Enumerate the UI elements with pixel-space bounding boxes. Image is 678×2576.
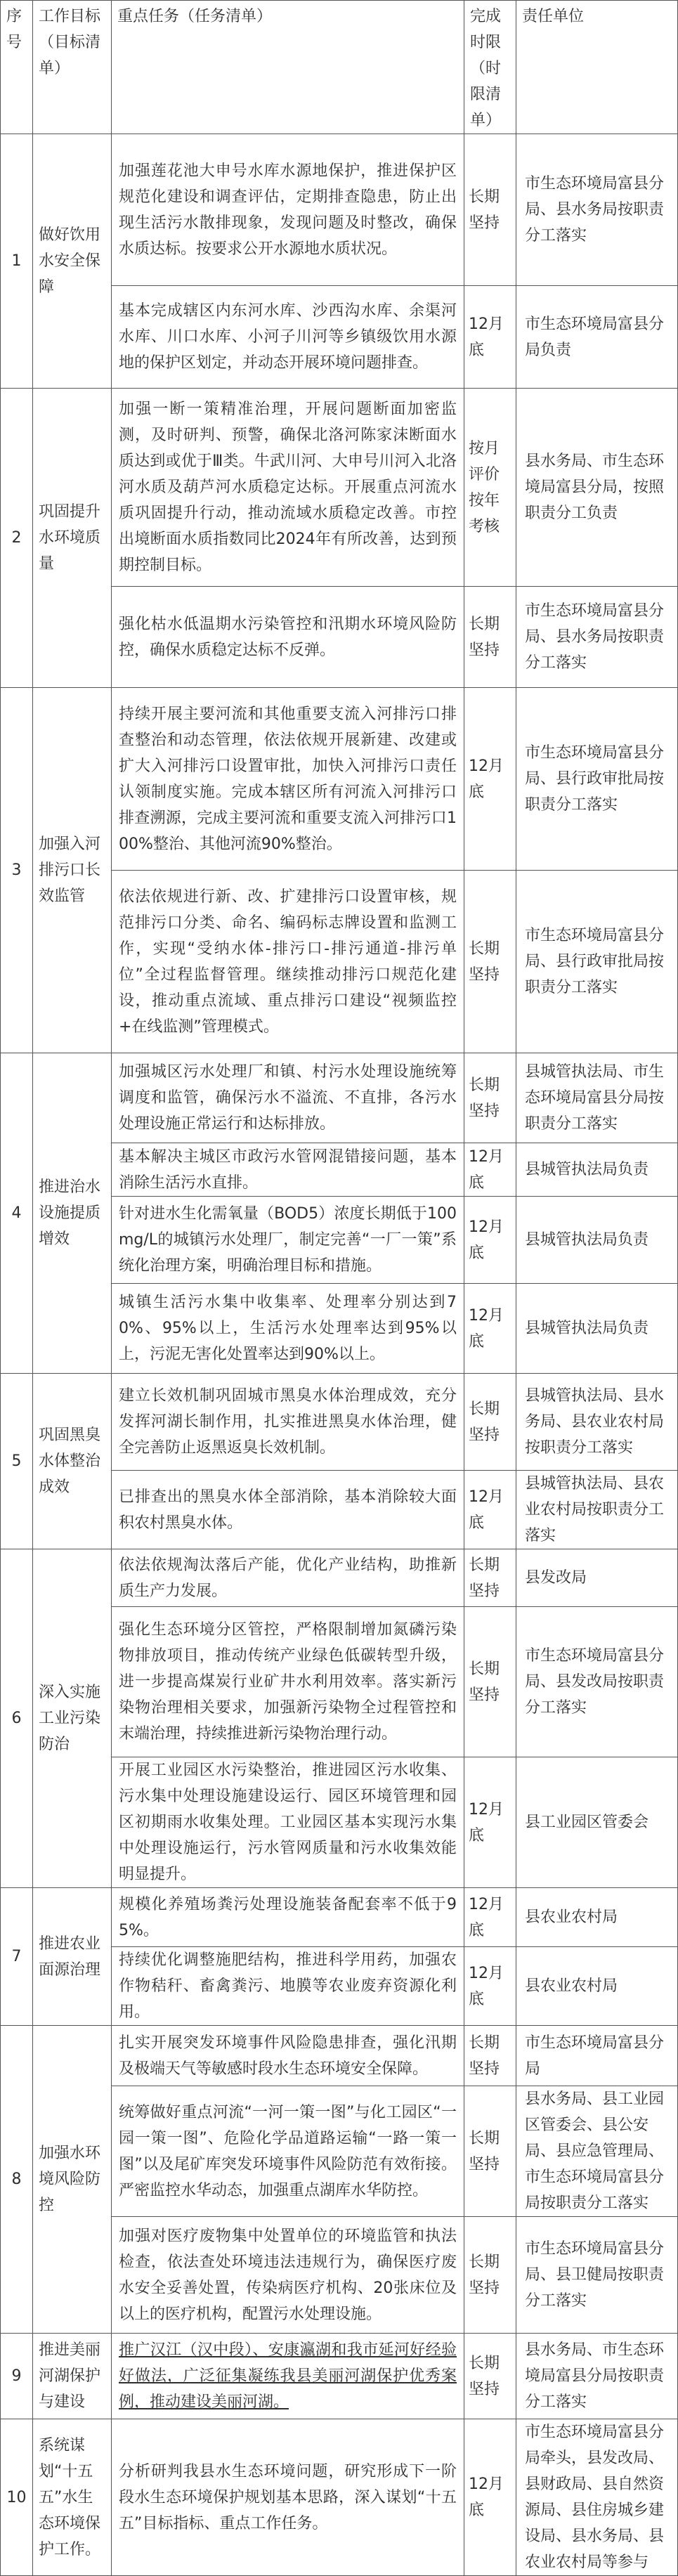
deadline-cell: 12月底 <box>464 688 516 871</box>
table-row <box>1 1053 678 1143</box>
responsible-unit-cell: 市生态环境局富县分局牵头，县发改局、县财政局、县自然资源局、县住房城乡建设局、县水务局、县农业农村局等参与 <box>516 2419 678 2576</box>
header-unit: 责任单位 <box>516 1 678 134</box>
responsible-unit-cell: 市生态环境局富县分局、县水务局按职责分工落实 <box>516 134 678 286</box>
responsible-unit-cell: 县水务局、市生态环境局富县分局，按照职责分工负责 <box>516 389 678 587</box>
header-goal: 工作目标（目标清单） <box>33 1 112 134</box>
row-number: 2 <box>1 389 33 688</box>
row-number: 6 <box>1 1549 33 1888</box>
goal-cell: 系统谋划“十五五”水生态环境保护工作。 <box>33 2419 112 2576</box>
header-no: 序号 <box>1 1 33 134</box>
responsible-unit-cell: 县城管执法局、县水务局、县农业农村局按职责分工落实 <box>516 1374 678 1471</box>
task-cell: 开展工业园区水污染整治，推进园区污水收集、污水集中处理设施建设运行、园区环境管理和园区初期雨水收集处理。工业园区基本实现污水集中处理设施运行，污水管网质量和污水收集效能明显提升。 <box>112 1757 464 1888</box>
row-number: 8 <box>1 2026 33 2334</box>
task-cell: 针对进水生化需氧量（BOD5）浓度长期低于100mg/L的城镇污水处理厂，制定完善“一厂一策”系统化治理方案，明确治理目标和措施。 <box>112 1197 464 1284</box>
header-time: 完成时限（时限清单） <box>464 1 516 134</box>
goal-cell: 加强水环境风险防控 <box>33 2026 112 2334</box>
deadline-cell: 12月底 <box>464 286 516 389</box>
deadline-cell: 长期坚持 <box>464 2334 516 2419</box>
table-row <box>1 2026 678 2086</box>
row-number: 1 <box>1 134 33 389</box>
task-cell: 分析研判我县水生态环境问题，研究形成下一阶段水生态环境保护规划基本思路，深入谋划“十五五”目标指标、重点工作任务。 <box>112 2419 464 2576</box>
responsible-unit-cell: 市生态环境局富县分局、县卫健局按职责分工落实 <box>516 2217 678 2334</box>
task-cell: 依法依规淘汰落后产能，优化产业结构，助推新质生产力发展。 <box>112 1549 464 1607</box>
deadline-cell: 12月底 <box>464 1471 516 1549</box>
responsible-unit-cell: 市生态环境局富县分局、县行政审批局按职责分工落实 <box>516 688 678 871</box>
goal-cell: 推进农业面源治理 <box>33 1888 112 2026</box>
row-number: 5 <box>1 1374 33 1549</box>
task-cell: 加强对医疗废物集中处置单位的环境监管和执法检查，依法查处环境违法违规行为，确保医疗废水安全妥善处置，传染病医疗机构、20张床位及以上的医疗机构，配置污水处理设施。 <box>112 2217 464 2334</box>
task-cell: 城镇生活污水集中收集率、处理率分别达到70%、95%以上，生活污水处理率达到95%以上，污泥无害化处置率达到90%以上。 <box>112 1284 464 1374</box>
row-number: 7 <box>1 1888 33 2026</box>
deadline-cell: 长期坚持 <box>464 1607 516 1757</box>
deadline-cell: 12月底 <box>464 1888 516 1947</box>
deadline-cell: 长期坚持 <box>464 1053 516 1143</box>
task-cell: 扎实开展突发环境事件风险隐患排查，强化汛期及极端天气等敏感时段水生态环境安全保障。 <box>112 2026 464 2086</box>
goal-cell: 推进治水设施提质增效 <box>33 1053 112 1374</box>
deadline-cell: 12月底 <box>464 1143 516 1197</box>
responsible-unit-cell: 县水务局、市生态环境局富县分局按职责分工落实 <box>516 2334 678 2419</box>
task-cell: 依法依规进行新、改、扩建排污口设置审核，规范排污口分类、命名、编码标志牌设置和监测工作，实现“受纳水体-排污口-排污通道-排污单位”全过程监督管理。继续推动排污口规范化建设，推动重点流域、重点排污口建设“视频监控+在线监测”管理模式。 <box>112 871 464 1053</box>
task-cell: 强化枯水低温期水污染管控和汛期水环境风险防控，确保水质稳定达标不反弹。 <box>112 587 464 688</box>
task-cell: 持续优化调整施肥结构，推进科学用药，加强农作物秸秆、畜禽粪污、地膜等农业废弃资源化利用。 <box>112 1947 464 2026</box>
goal-cell: 做好饮用水安全保障 <box>33 134 112 389</box>
goal-cell: 加强入河排污口长效监管 <box>33 688 112 1053</box>
responsible-unit-cell: 市生态环境局富县分局、县水务局按职责分工落实 <box>516 587 678 688</box>
responsible-unit-cell: 市生态环境局富县分局、县发改局按职责分工落实 <box>516 1607 678 1757</box>
task-cell <box>112 2334 464 2419</box>
task-cell: 规模化养殖场粪污处理设施装备配套率不低于95%。 <box>112 1888 464 1947</box>
task-cell: 加强城区污水处理厂和镇、村污水处理设施统筹调度和监管，确保污水不溢流、不直排，各污水处理设施正常运行和达标排放。 <box>112 1053 464 1143</box>
deadline-cell: 12月底 <box>464 1757 516 1888</box>
responsible-unit-cell: 县发改局 <box>516 1549 678 1607</box>
task-cell: 基本解决主城区市政污水管网混错接问题，基本消除生活污水直排。 <box>112 1143 464 1197</box>
task-cell: 加强一断一策精准治理，开展问题断面加密监测，及时研判、预警，确保北洛河陈家沫断面水质达到或优于Ⅲ类。牛武川河、大申号川河入北洛河水质及葫芦河水质稳定达标。开展重点河流水质巩固提升行动，推动流域水质稳定改善。市控出境断面水质指数同比2024年有所改善，达到预期控制目标。 <box>112 389 464 587</box>
responsible-unit-cell: 县工业园区管委会 <box>516 1757 678 1888</box>
deadline-cell: 长期坚持 <box>464 587 516 688</box>
goal-cell: 巩固黑臭水体整治成效 <box>33 1374 112 1549</box>
responsible-unit-cell: 县农业农村局 <box>516 1947 678 2026</box>
task-text-underlined: 推广汉江（汉中段）、安康瀛湖和我市延河好经验好做法，广泛征集凝练我县美丽河湖保护优秀案例，推动建设美丽河湖。 <box>119 2341 457 2411</box>
task-cell: 加强莲花池大申号水库水源地保护，推进保护区规范化建设和调查评估，定期排查隐患，防止出现生活污水散排现象，发现问题及时整改，确保水质达标。按要求公开水源地水质状况。 <box>112 134 464 286</box>
goal-cell: 深入实施工业污染防治 <box>33 1549 112 1888</box>
table-row <box>1 2419 678 2576</box>
row-number: 3 <box>1 688 33 1053</box>
deadline-cell: 按月评价按年考核 <box>464 389 516 587</box>
header-row <box>1 1 678 134</box>
deadline-cell: 12月底 <box>464 2419 516 2576</box>
table-row <box>1 389 678 587</box>
task-cell: 建立长效机制巩固城市黑臭水体治理成效，充分发挥河湖长制作用，扎实推进黑臭水体治理，健全完善防止返黑返臭长效机制。 <box>112 1374 464 1471</box>
deadline-cell: 长期坚持 <box>464 2217 516 2334</box>
responsible-unit-cell: 县城管执法局负责 <box>516 1197 678 1284</box>
responsible-unit-cell: 市生态环境局富县分局 <box>516 2026 678 2086</box>
responsible-unit-cell: 县城管执法局、市生态环境局富县分局按职责分工落实 <box>516 1053 678 1143</box>
task-cell: 统筹做好重点河流“一河一策一图”与化工园区“一园一策一图”、危险化学品道路运输“一路一策一图”以及尾矿库突发环境事件风险防范有效衔接。严密监控水华动态，加强重点湖库水华防控。 <box>112 2086 464 2217</box>
deadline-cell: 长期坚持 <box>464 1549 516 1607</box>
table-row <box>1 1374 678 1471</box>
responsible-unit-cell: 市生态环境局富县分局、县行政审批局按职责分工落实 <box>516 871 678 1053</box>
responsible-unit-cell: 县水务局、县工业园区管委会、县公安局、县应急管理局、市生态环境局富县分局按职责分工落实 <box>516 2086 678 2217</box>
goal-cell: 巩固提升水环境质量 <box>33 389 112 688</box>
task-cell: 强化生态环境分区管控，严格限制增加氮磷污染物排放项目，推动传统产业绿色低碳转型升级，进一步提高煤炭行业矿井水利用效率。落实新污染物治理相关要求，加强新污染物全过程管控和末端治理，持续推进新污染物治理行动。 <box>112 1607 464 1757</box>
responsible-unit-cell: 市生态环境局富县分局负责 <box>516 286 678 389</box>
deadline-cell: 长期坚持 <box>464 2026 516 2086</box>
deadline-cell: 12月底 <box>464 1284 516 1374</box>
task-cell: 已排查出的黑臭水体全部消除，基本消除较大面积农村黑臭水体。 <box>112 1471 464 1549</box>
responsible-unit-cell: 县农业农村局 <box>516 1888 678 1947</box>
deadline-cell: 长期坚持 <box>464 1374 516 1471</box>
deadline-cell: 长期坚持 <box>464 134 516 286</box>
responsible-unit-cell: 县城管执法局负责 <box>516 1284 678 1374</box>
table-row <box>1 688 678 871</box>
goal-cell: 推进美丽河湖保护与建设 <box>33 2334 112 2419</box>
task-cell: 基本完成辖区内东河水库、沙西沟水库、余渠河水库、川口水库、小河子川河等乡镇级饮用水源地的保护区划定，并动态开展环境问题排查。 <box>112 286 464 389</box>
table-row <box>1 134 678 286</box>
row-number: 9 <box>1 2334 33 2419</box>
responsible-unit-cell: 县城管执法局、县农业农村局按职责分工落实 <box>516 1471 678 1549</box>
table-row <box>1 1888 678 1947</box>
table-row <box>1 1549 678 1607</box>
deadline-cell: 长期坚持 <box>464 871 516 1053</box>
responsible-unit-cell: 县城管执法局负责 <box>516 1143 678 1197</box>
deadline-cell: 12月底 <box>464 1197 516 1284</box>
task-cell: 持续开展主要河流和其他重要支流入河排污口排查整治和动态管理，依法依规开展新建、改建或扩大入河排污口设置审批，加快入河排污口责任认领制度实施。完成本辖区所有河流入河排污口排查溯源，完成主要河流和重要支流入河排污口100%整治、其他河流90%整治。 <box>112 688 464 871</box>
row-number: 10 <box>1 2419 33 2576</box>
deadline-cell: 12月底 <box>464 1947 516 2026</box>
row-number: 4 <box>1 1053 33 1374</box>
header-task: 重点任务（任务清单） <box>112 1 464 134</box>
table-row <box>1 2334 678 2419</box>
deadline-cell: 长期坚持 <box>464 2086 516 2217</box>
